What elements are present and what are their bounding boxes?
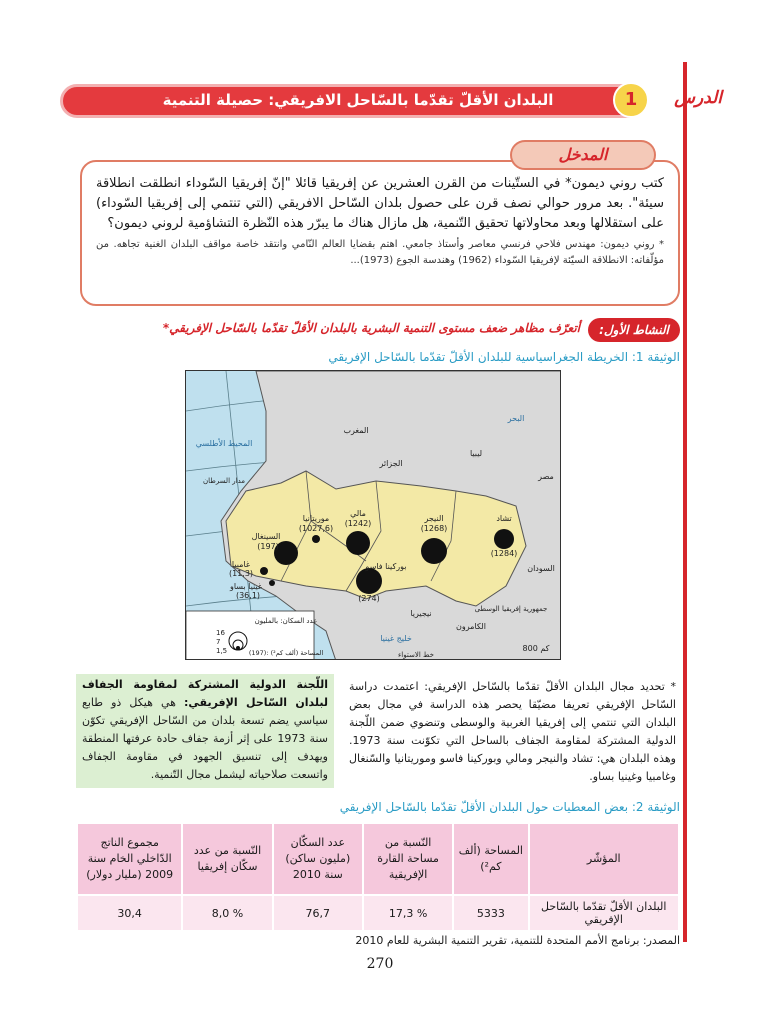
table-header: المساحة (ألف كم²) (453, 823, 528, 895)
table-header: مجموع الناتج الدّاخلي الخام سنة 2009 (مليار دولار) (77, 823, 182, 895)
legend-value: 7 (216, 638, 221, 646)
definition-text: * تحديد مجال البلدان الأقلّ تقدّما بالسّاحل الإفريقي: اعتمدت دراسة السّاحل الإفريقي تعريفا مضيّقا يحصر هذه الدراسة في مجال بعض البلدان التي تنتمي إلى إفريقيا الغربية والوسطى وتنضوي ضمن اللّجنة الدولية المشتركة لمقاومة الجفاف بالساحل التي تكوّنت سنة 1973. وهذه البلدان هي: تشاد والنيجر ومالي وبوركينا فاسو وموريتانيا والسّنغال وغامبيا وغينيا بساو. (349, 680, 676, 783)
page-number: 270 (366, 956, 394, 972)
map-label-nigeria: نيجيريا (410, 609, 432, 618)
country-label: موريتانيا (302, 514, 330, 523)
table-cell: % 17,3 (363, 895, 453, 931)
map-label-guinea-gulf: خليج غينيا (380, 634, 412, 643)
population-circle-guinea-bissau (269, 580, 275, 586)
country-area: (1268) (420, 524, 448, 533)
population-circle-burkina (356, 568, 382, 594)
country-label: بوركينا فاسو (365, 562, 407, 571)
country-area: (274) (358, 594, 380, 603)
committee-box (76, 674, 334, 788)
country-area: (1242) (344, 519, 372, 528)
table-cell: 76,7 (273, 895, 363, 931)
doc1-heading: الوثيقة 1: الخريطة الجغراسياسية للبلدان الأقلّ تقدّما بالسّاحل الإفريقي (328, 350, 680, 364)
country-area: (1027,6) (298, 524, 334, 533)
map-label-cameroon: الكامرون (456, 622, 486, 631)
committee-text: هي هيكل ذو طابع سياسي يضم تسعة بلدان من السّاحل الإفريقي تكوّن سنة 1973 على إثر أزمة جفاف حادة عرفتها المنطقة ويهدف إلى تنسيق الجهود في مقاومة الجفاف واتسعت صلاحياته ليشمل مجال التّنمية. (82, 696, 328, 781)
population-circle-chad (494, 529, 514, 549)
activity-text: أتعرّف مظاهر ضعف مستوى التنمية البشرية بالبلدان الأقلّ تقدّما بالسّاحل الإفريقي* (162, 321, 580, 335)
map-label-scale: 800 كم (522, 644, 550, 653)
table-header: النّسبة من مساحة القارة الإفريقية (363, 823, 453, 895)
legend-area-note: (197): المساحة (ألف كم²) (248, 649, 324, 657)
legend-title: عدد السكان: بالمليون (254, 617, 318, 625)
indicators-table (76, 822, 680, 932)
table-cell: البلدان الأقلّ تقدّما بالسّاحل الإفريقي (529, 895, 680, 931)
legend-value: 1,5 (216, 647, 228, 655)
table-cell: 5333 (453, 895, 528, 931)
population-circle-gambia (260, 567, 268, 575)
map-label-algeria: الجزائر (379, 459, 403, 468)
table-cell: 30,4 (77, 895, 182, 931)
country-label: غامبيا (231, 560, 251, 569)
lesson-number-badge: 1 (613, 82, 649, 118)
table-header: عدد السكّان (مليون ساكن) سنة 2010 (273, 823, 363, 895)
intro-tab: المدخل (510, 140, 656, 170)
lesson-label: الدرس (674, 88, 722, 108)
country-label: السينغال (251, 532, 281, 541)
country-label: تشاد (496, 514, 512, 523)
map-label-med: البحر (507, 414, 525, 423)
geopolitical-map (185, 370, 561, 660)
map-label-sudan: السودان (527, 564, 555, 573)
country-label: غينيا بساو (229, 582, 263, 591)
doc2-heading: الوثيقة 2: بعض المعطيات حول البلدان الأقلّ تقدّما بالسّاحل الإفريقي (339, 800, 680, 814)
map-label-tropic: مدار السرطان (202, 477, 246, 485)
source-note: المصدر: برنامج الأمم المتحدة للتنمية، تقرير التنمية البشرية للعام 2010 (355, 934, 680, 947)
map-label-libya: ليبيا (469, 449, 483, 458)
country-area: (197) (257, 542, 279, 551)
intro-footnote: * روني ديمون: مهندس فلاحي فرنسي معاصر وأستاذ جامعي. اهتم بقضايا العالم النّامي وانتقد خاصة مواقف البلدان الغنية تجاهه. من مؤلّفاته: الانطلاقة السيّئة لإفريقيا السّوداء (1962) وهندسة الجوع (1973)... (96, 239, 664, 266)
table-header: النّسبة من عدد سكّان إفريقيا (182, 823, 272, 895)
map-label-car: جمهورية إفريقيا الوسطى (474, 605, 548, 613)
population-circle-niger (421, 538, 447, 564)
country-area: (1284) (490, 549, 518, 558)
margin-bar (683, 62, 687, 942)
legend-value: 16 (216, 629, 225, 637)
map-label-ocean: المحيط الأطلسي (195, 439, 253, 448)
intro-text: كتب روني ديمون* في الستّينات من القرن العشرين عن إفريقيا قائلا "إنّ إفريقيا السّوداء انطلقت انطلاقة سيئة". بعد مرور حوالي نصف قرن على حصول بلدان السّاحل الافريقي (التي تنتمي إلى إفريقيا السّوداء) على استقلالها وبعد محاولاتها تحقيق التّنمية، هل مازال هناك ما يبرّر هذه النّظرة التشاؤمية لروني ديمون؟ (96, 176, 664, 231)
country-label: النيجر (424, 514, 444, 523)
country-area: (36,1) (235, 591, 261, 600)
population-circle-mauritania (312, 535, 320, 543)
table-cell: % 8,0 (182, 895, 272, 931)
country-label: مالي (350, 509, 366, 518)
map-legend (186, 611, 323, 660)
table-header: المؤشّر (529, 823, 680, 895)
table-row (77, 895, 679, 931)
country-area: (11,3) (228, 569, 254, 578)
lesson-header (48, 76, 722, 126)
activity-label: النشاط الأول: (588, 318, 680, 342)
map-label-morocco: المغرب (343, 426, 369, 435)
intro-box (80, 160, 680, 306)
activity-bar (90, 318, 680, 342)
committee-title: اللّجنة الدولية المشتركة لمقاومة الجفاف لبلدان السّاحل الإفريقي: (82, 678, 328, 709)
map-label-equator: خط الاستواء (398, 651, 434, 659)
map-label-egypt: مصر (538, 472, 554, 481)
population-circle-mali (346, 531, 370, 555)
lesson-title: البلدان الأقلّ تقدّما بالسّاحل الافريقي: حصيلة التنمية (162, 91, 554, 109)
definition-box (345, 676, 680, 788)
